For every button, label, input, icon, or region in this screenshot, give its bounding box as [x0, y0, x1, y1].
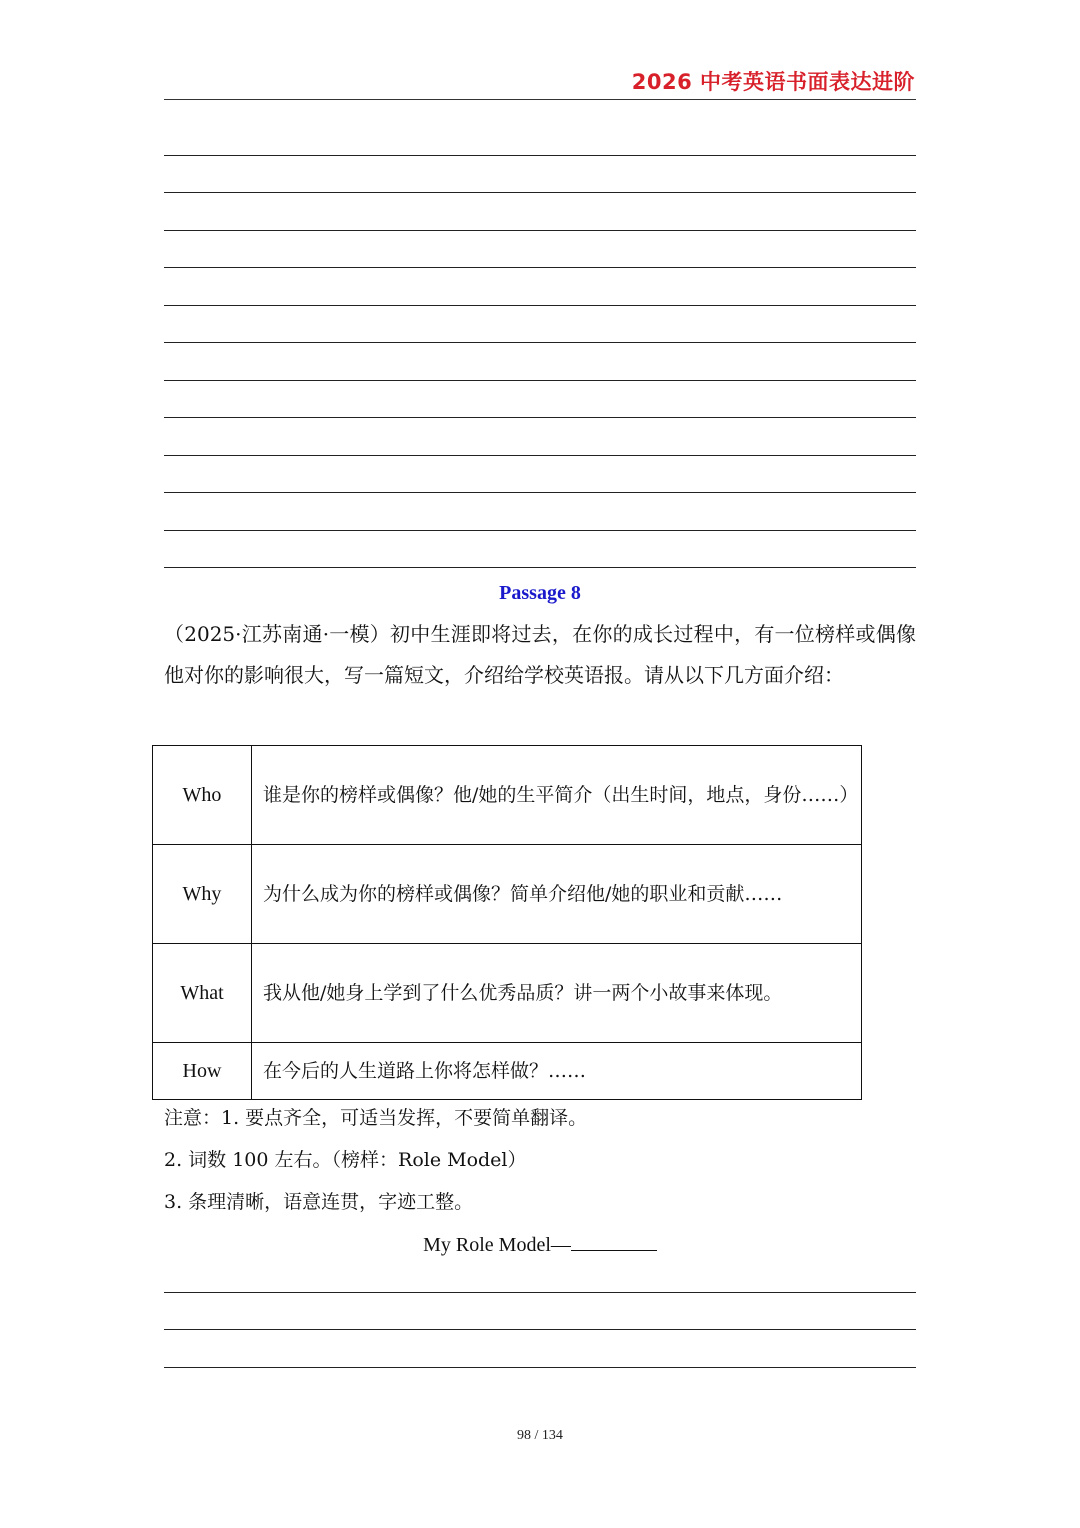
row-key: How	[153, 1043, 252, 1100]
table-row	[153, 845, 862, 944]
essay-title-text: My Role Model—	[423, 1234, 571, 1256]
writing-line	[164, 492, 916, 493]
passage-prompt: （2025·江苏南通·一模）初中生涯即将过去，在你的成长过程中，有一位榜样或偶像他对你的影响很大，写一篇短文，介绍给学校英语报。请从以下几方面介绍：	[164, 622, 916, 687]
writing-line	[164, 305, 916, 306]
row-description: 谁是你的榜样或偶像？他/她的生平简介（出生时间，地点，身份……）	[252, 746, 862, 845]
writing-line	[164, 267, 916, 268]
writing-line	[164, 1367, 916, 1368]
header-title: 2026 中考英语书面表达进阶	[631, 70, 915, 94]
writing-line	[164, 230, 916, 231]
row-description: 在今后的人生道路上你将怎样做？……	[252, 1043, 862, 1100]
writing-line	[164, 417, 916, 418]
writing-line	[164, 1292, 916, 1293]
header-divider	[164, 99, 916, 100]
writing-line	[164, 342, 916, 343]
title-blank[interactable]	[571, 1230, 657, 1251]
writing-line	[164, 530, 916, 531]
note-line: 3. 条理清晰，语意连贯，字迹工整。	[164, 1191, 474, 1213]
writing-line	[164, 380, 916, 381]
table-row	[153, 1043, 862, 1100]
note-line: 注意：1. 要点齐全，可适当发挥，不要简单翻译。	[164, 1107, 588, 1129]
note-line: 2. 词数 100 左右。（榜样：Role Model）	[164, 1149, 527, 1171]
row-description: 为什么成为你的榜样或偶像？简单介绍他/她的职业和贡献……	[252, 845, 862, 944]
writing-line	[164, 192, 916, 193]
row-key: Why	[153, 845, 252, 944]
table-row	[153, 746, 862, 845]
writing-line	[164, 155, 916, 156]
guide-table	[152, 745, 862, 1100]
essay-title	[0, 1230, 1080, 1257]
passage-title: Passage 8	[499, 582, 581, 604]
table-row	[153, 944, 862, 1043]
row-key: Who	[153, 746, 252, 845]
writing-line	[164, 455, 916, 456]
page-number: 98 / 134	[517, 1428, 563, 1443]
writing-line	[164, 567, 916, 568]
row-description: 我从他/她身上学到了什么优秀品质？讲一两个小故事来体现。	[252, 944, 862, 1043]
writing-line	[164, 1329, 916, 1330]
row-key: What	[153, 944, 252, 1043]
